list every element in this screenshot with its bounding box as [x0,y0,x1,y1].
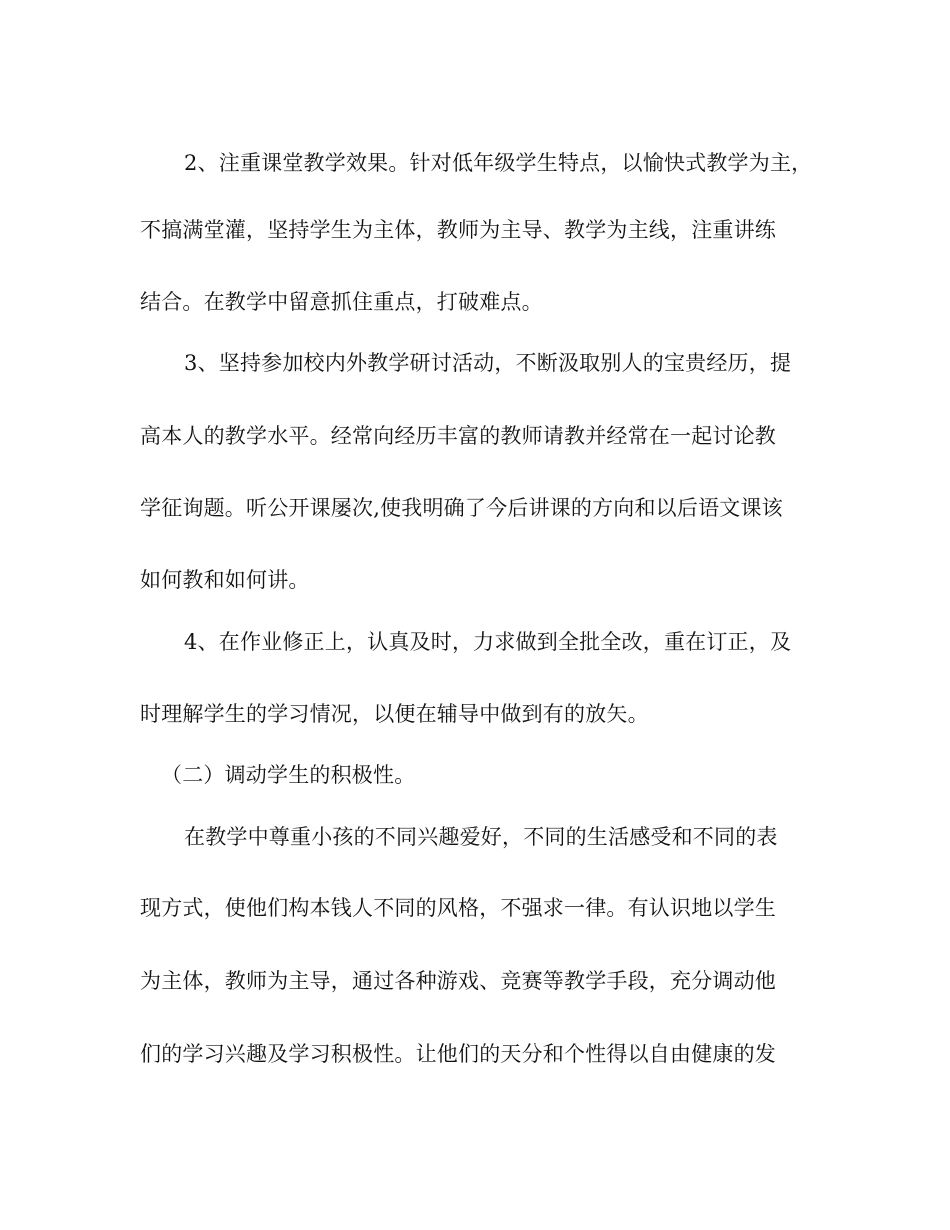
paragraph-4-line-1: 4、在作业修正上，认真及时，力求做到全批全改，重在订正，及 [184,630,792,654]
paragraph-5-line-3: 为主体，教师为主导，通过各种游戏、竞赛等教学手段，充分调动他 [140,969,776,993]
section-heading: （二）调动学生的积极性。 [161,763,416,787]
paragraph-5-line-2: 现方式，使他们构本钱人不同的风格，不强求一律。有认识地以学生 [140,896,776,920]
paragraph-4-line-2: 时理解学生的学习情况，以便在辅导中做到有的放矢。 [140,702,649,726]
paragraph-2-line-2: 不搞满堂灌，坚持学生为主体，教师为主导、教学为主线，注重讲练 [140,218,776,242]
paragraph-5-line-1: 在教学中尊重小孩的不同兴趣爱好，不同的生活感受和不同的表 [184,825,778,849]
paragraph-3-line-4: 如何教和如何讲。 [140,568,310,592]
paragraph-3-line-2: 高本人的教学水平。经常向经历丰富的教师请教并经常在一起讨论教 [140,424,776,448]
paragraph-2-line-3: 结合。在教学中留意抓住重点，打破难点。 [140,290,543,314]
paragraph-2-line-1: 2、注重课堂教学效果。针对低年级学生特点，以愉快式教学为主， [184,151,813,175]
paragraph-3-line-3: 学征询题。听公开课屡次,使我明确了今后讲课的方向和以后语文课该 [140,496,783,520]
paragraph-5-line-4: 们的学习兴趣及学习积极性。让他们的天分和个性得以自由健康的发 [140,1042,776,1066]
paragraph-3-line-1: 3、坚持参加校内外教学研讨活动，不断汲取别人的宝贵经历，提 [184,351,792,375]
